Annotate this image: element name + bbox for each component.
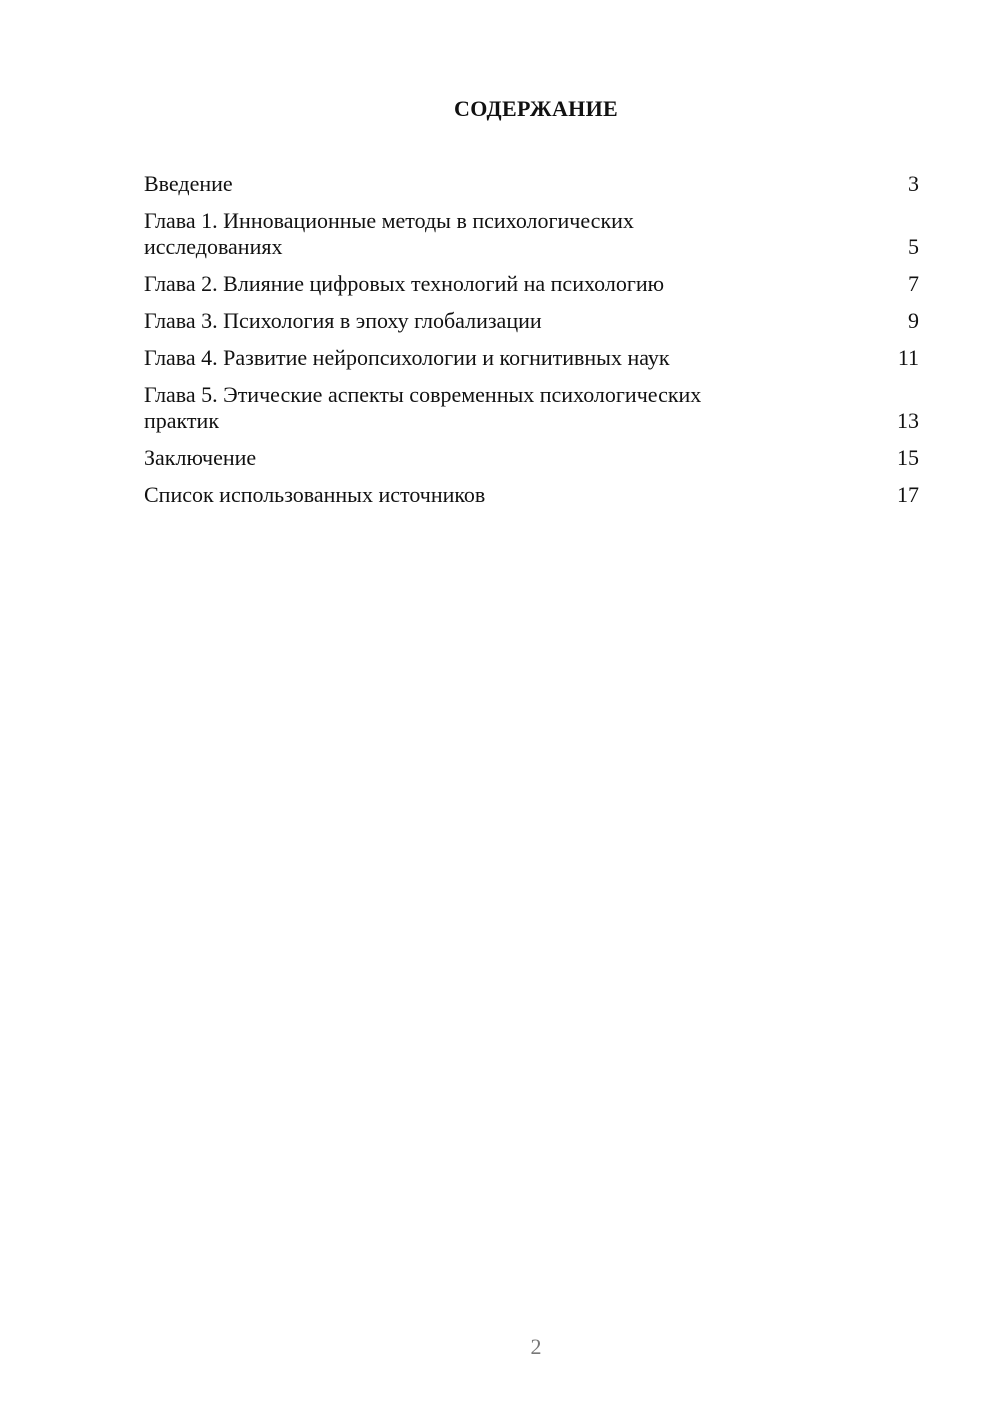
toc-list — [144, 171, 919, 519]
toc-entry-text: Глава 3. Психология в эпоху глобализации — [144, 308, 542, 333]
toc-entry-page: 13 — [897, 408, 919, 433]
toc-entry-text: Глава 5. Этические аспекты современных психологических практик — [144, 382, 702, 433]
toc-entry-page: 5 — [908, 234, 919, 259]
toc-entry-page: 7 — [908, 271, 919, 296]
toc-entry-text: Заключение — [144, 445, 257, 470]
toc-entry-chapter-3[interactable] — [144, 308, 919, 334]
toc-entry-chapter-4[interactable] — [144, 345, 919, 371]
toc-entry-chapter-1[interactable] — [144, 208, 919, 260]
toc-entry-references[interactable] — [144, 482, 919, 508]
toc-entry-page: 15 — [897, 445, 919, 470]
toc-entry-introduction[interactable] — [144, 171, 919, 197]
toc-entry-text: Глава 4. Развитие нейропсихологии и когнитивных наук — [144, 345, 670, 370]
toc-entry-page: 3 — [908, 171, 919, 196]
page-number: 2 — [530, 1334, 542, 1359]
toc-entry-page: 17 — [897, 482, 919, 507]
toc-entry-page: 11 — [897, 345, 919, 370]
toc-title: СОДЕРЖАНИЕ — [454, 96, 618, 121]
toc-entry-conclusion[interactable] — [144, 445, 919, 471]
toc-entry-text: Введение — [144, 171, 233, 196]
toc-entry-chapter-5[interactable] — [144, 382, 919, 434]
toc-entry-text: Глава 1. Инновационные методы в психологических исследованиях — [144, 208, 634, 259]
toc-entry-page: 9 — [908, 308, 919, 333]
toc-entry-text: Список использованных источников — [144, 482, 486, 507]
toc-entry-chapter-2[interactable] — [144, 271, 919, 297]
toc-entry-text: Глава 2. Влияние цифровых технологий на психологию — [144, 271, 665, 296]
